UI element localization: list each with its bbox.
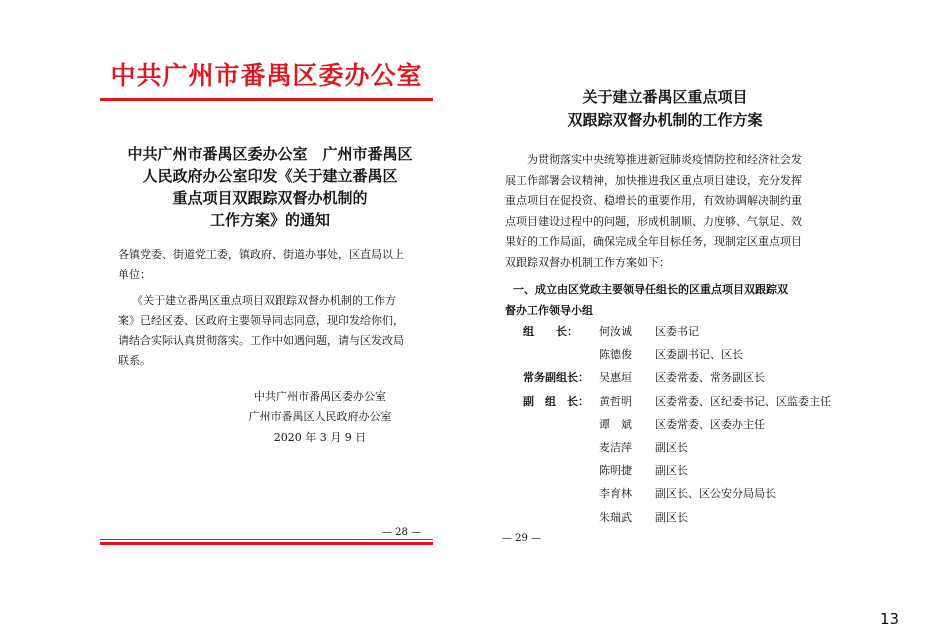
- footer-rule-thick: [100, 542, 433, 545]
- roster-name: 朱瑞武: [599, 510, 632, 524]
- body-line: 《关于建立番禺区重点项目双跟踪双督办机制的工作方: [132, 294, 396, 307]
- roster-name: 陈德俊: [599, 348, 632, 362]
- plan-title: [505, 86, 825, 132]
- roster-name: 黄哲明: [599, 394, 632, 408]
- notice-title-line: 人民政府办公室印发《关于建立番禺区: [142, 167, 398, 185]
- roster-role: 组 长：: [523, 325, 578, 338]
- roster-title: 副区长: [655, 510, 688, 524]
- roster-name: 麦洁萍: [599, 440, 632, 454]
- notice-title: [110, 143, 430, 231]
- body-line: 案》已经区委、区政府主要领导同志同意，现印发给你们，: [118, 314, 404, 327]
- intro-line: 为贯彻落实中央统筹推进新冠肺炎疫情防控和经济社会发: [527, 153, 802, 166]
- section-heading: [505, 280, 827, 321]
- footer-rule-thin: [100, 539, 433, 540]
- roster-name: 陈明捷: [599, 464, 632, 478]
- body-line: 请结合实际认真贯彻落实。工作中如遇问题，请与区发改局: [118, 334, 404, 347]
- roster-title: 区委副书记、区长: [655, 348, 743, 362]
- roster-title: 区委常委、常务副区长: [655, 371, 765, 385]
- section-heading-line: 一、成立由区党政主要领导任组长的区重点项目双跟踪双: [513, 283, 788, 296]
- roster-name: 何汝诚: [599, 325, 632, 338]
- intro-line: 果好的工作局面，确保完成全年目标任务，现制定区重点项目: [505, 235, 802, 249]
- roster-title: 区委常委、区纪委书记、区监委主任: [655, 394, 831, 408]
- roster-row: [505, 482, 845, 505]
- plan-intro: [505, 150, 827, 274]
- intro-line: 展工作部署会议精神，加快推进我区重点项目建设，充分发挥: [505, 173, 802, 187]
- notice-title-line: 重点项目双跟踪双督办机制的: [172, 189, 368, 207]
- issue-date: 2020 年 3 月 9 日: [273, 431, 367, 444]
- roster-title: 区委书记: [655, 325, 699, 338]
- signatory-2: 广州市番禺区人民政府办公室: [248, 410, 392, 423]
- leadership-roster: [505, 320, 845, 529]
- roster-title: 副区长: [655, 464, 688, 478]
- addressee-line: 单位：: [118, 268, 151, 281]
- intro-line: 点项目建设过程中的问题，形成机制顺、力度够、气氛足、效: [505, 214, 802, 228]
- page-number-right: — 29 —: [502, 533, 542, 544]
- notice-title-line: 中共广州市番禺区委办公室 广州市番禺区: [127, 145, 413, 163]
- addressee: [118, 245, 438, 285]
- plan-title-line: 双跟踪双督办机制的工作方案: [567, 111, 763, 129]
- section-heading-line: 督办工作领导小组: [505, 303, 593, 317]
- body-line: 联系。: [118, 354, 151, 367]
- roster-role: 副 组 长：: [523, 394, 589, 408]
- page-number-left: — 28 —: [382, 527, 422, 538]
- signatory-1: 中共广州市番禺区委办公室: [254, 390, 386, 403]
- roster-row: [505, 506, 845, 529]
- roster-row: [505, 436, 845, 459]
- masthead: 中共广州市番禺区委办公室: [110, 61, 423, 90]
- roster-row: [505, 459, 845, 482]
- notice-title-line: 工作方案》的通知: [209, 211, 330, 229]
- plan-title-line: 关于建立番禺区重点项目: [582, 88, 748, 106]
- roster-title: 副区长: [655, 440, 688, 454]
- notice-body: [118, 291, 438, 371]
- intro-line: 重点项目在促投资、稳增长的重要作用，有效协调解决制约重: [505, 194, 802, 208]
- sheet-number: 13: [880, 610, 900, 628]
- roster-role: 常务副组长：: [523, 371, 589, 385]
- roster-row: [505, 366, 845, 389]
- roster-name: 谭 斌: [599, 417, 632, 431]
- roster-row: [505, 320, 845, 343]
- roster-title: 副区长、区公安分局局长: [655, 487, 776, 501]
- roster-row: [505, 343, 845, 366]
- roster-name: 李育林: [599, 487, 632, 501]
- roster-row: [505, 413, 845, 436]
- masthead-rule: [100, 98, 433, 101]
- intro-line: 双跟踪双督办机制工作方案如下：: [505, 255, 670, 269]
- addressee-line: 各镇党委、街道党工委，镇政府、街道办事处，区直局以上: [118, 248, 404, 261]
- roster-row: [505, 390, 845, 413]
- roster-title: 区委常委、区委办主任: [655, 417, 765, 431]
- roster-name: 吴惠垣: [599, 371, 632, 385]
